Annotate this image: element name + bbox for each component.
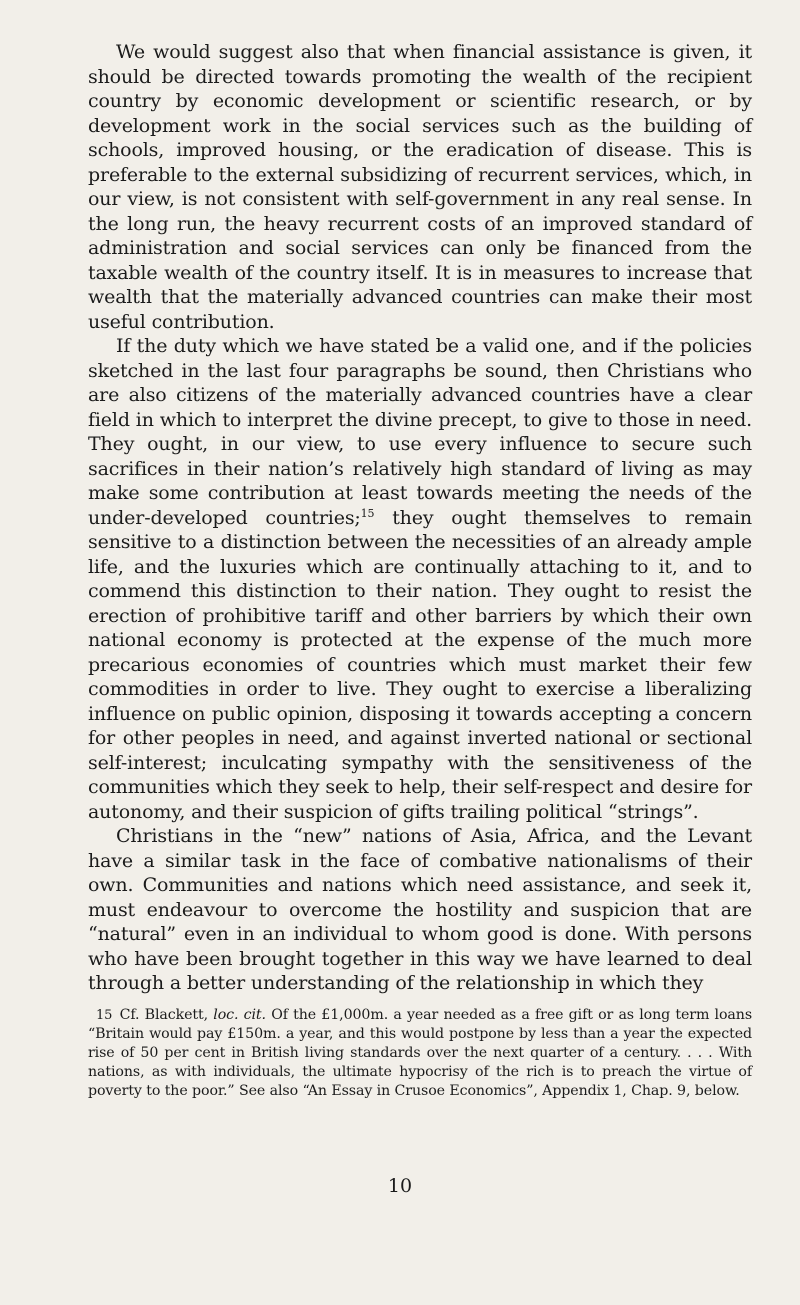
paragraph-2 xyxy=(88,334,752,824)
paragraph-2-text-b: they ought themselves to remain sensitive to a distinction between the necessities of an already ample life, and the luxuries which are continually attaching to it, and to commend this distinction to their nation. They ought to resist the erection of prohibitive tariff and other barriers by which their own national economy is protected at the expense of the much more precarious economies of countries which must market their few commodities in order to live. They ought to exercise a liberalizing influence on public opinion, disposing it towards accepting a concern for other peoples in need, and against inverted national or sectional self-interest; inculcating sympathy with the sensitiveness of the communities which they seek to help, their self-respect and desire for autonomy, and their suspicion of gifts trailing political “strings”. xyxy=(88,506,752,823)
paragraph-1: We would suggest also that when financial assistance is given, it should be directed towards promoting the wealth of the recipient country by economic development or scientific research, or by development work in the social services such as the building of schools, improved housing, or the eradication of disease. This is preferable to the external subsidizing of recurrent services, which, in our view, is not consistent with self-government in any real sense. In the long run, the heavy recurrent costs of an improved standard of administration and social services can only be financed from the taxable wealth of the country itself. It is in measures to increase that wealth that the materially advanced countries can make their most useful contribution. xyxy=(88,41,752,333)
paragraph-3: Christians in the “new” nations of Asia, Africa, and the Levant have a similar task in the face of combative nationalisms of their own. Communities and nations which need assistance, and seek it, must endeavour to overcome the hostility and suspicion that are “natural” even in an individual to whom good is done. With persons who have been brought together in this way we have learned to deal through a better understanding of the relationship in which they xyxy=(88,825,752,994)
page-number: 10 xyxy=(387,1175,413,1197)
body-text xyxy=(88,40,752,996)
footnote-text: Of the £1,000m. a year needed as a free gift or as long term loans “Britain would pay £150m. a year, and this would postpone by less than a year the expected rise of 50 per cent in British living standards over the next quarter of a century. . . . With nations, as with individuals, the ultimate hypocrisy of the rich is to preach the virtue of poverty to the poor.” See also “An Essay in Crusoe Economics”, Appendix 1, Chap. 9, below. xyxy=(88,1006,753,1099)
page xyxy=(88,40,752,1101)
footnote-number: 15 xyxy=(96,1007,113,1023)
footnote xyxy=(88,1006,752,1101)
footnote-italic: loc. cit. xyxy=(213,1006,266,1023)
paragraph-2-text-a: If the duty which we have stated be a valid one, and if the policies sketched in the last four paragraphs be sound, then Christians who are also citizens of the materially advanced countries have a clear field in which to interpret the divine precept, to give to those in need. They ought, in our view, to use every influence to secure such sacrifices in their nation’s relatively high standard of living as may make some contribution at least towards meeting the needs of the under-developed countries; xyxy=(88,335,752,529)
footnote-reference: 15 xyxy=(360,506,375,520)
footnote-prefix: Cf. Blackett, xyxy=(114,1006,214,1023)
